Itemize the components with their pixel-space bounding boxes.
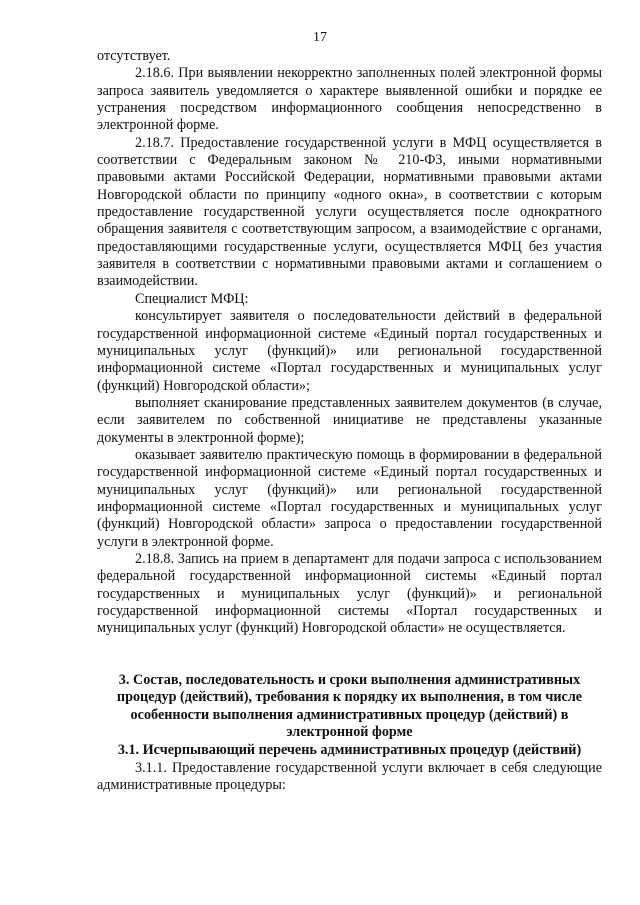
paragraph-2-18-8: 2.18.8. Запись на прием в департамент для подачи запроса с использованием федеральной государственной информационной системы «Единый портал государственных и муниципальных услуг (функций)» и региональной государственной информационной системы «Портал государственных и муниципальных услуг (функций) Новгородской области» не осуществляется. bbox=[97, 550, 602, 637]
page-number: 17 bbox=[313, 30, 327, 45]
paragraph-2-18-6: 2.18.6. При выявлении некорректно заполненных полей электронной формы запроса заявитель уведомляется о характере выявленной ошибки и порядке ее устранения посредством информационного сообщения непосредственно в электронной форме. bbox=[97, 65, 602, 134]
section-3-1-heading: 3.1. Исчерпывающий перечень административных процедур (действий) bbox=[117, 742, 582, 759]
document-body bbox=[97, 48, 602, 794]
paragraph-assistance: оказывает заявителю практическую помощь в формировании в федеральной государственной информационной системе «Единый портал государственных и муниципальных услуг (функций)» или региональной государственной информационной системе «Портал государственных и муниципальных услуг (функций) Новгородской области» запроса о предоставлении государственной услуги в электронной форме. bbox=[97, 446, 602, 550]
paragraph-2-18-7: 2.18.7. Предоставление государственной услуги в МФЦ осуществляется в соответствии с Федеральным законом № 210-ФЗ, иными нормативными правовыми актами Российской Федерации, нормативными правовыми актами Новгородской области по принципу «одного окна», в соответствии с которым предоставление государственной услуги осуществляется после однократного обращения заявителя с соответствующим запросом, а взаимодействие с органами, предоставляющими государственные услуги, осуществляется МФЦ без участия заявителя в соответствии с нормативными правовыми актами и соглашением о взаимодействии. bbox=[97, 134, 602, 290]
paragraph-3-1-1: 3.1.1. Предоставление государственной услуги включает в себя следующие административные процедуры: bbox=[97, 759, 602, 793]
paragraph-mfc-specialist: Специалист МФЦ: bbox=[135, 290, 249, 307]
paragraph-continuation: отсутствует. bbox=[97, 48, 171, 64]
paragraph-scanning: выполняет сканирование представленных заявителем документов (в случае, если заявителем по собственной инициативе не представлены указанные документы в электронной форме); bbox=[97, 394, 602, 446]
paragraph-consults: консультирует заявителя о последовательности действий в федеральной государственной информационной системе «Единый портал государственных и муниципальных услуг (функций)» или региональной государственной информационной системе «Портал государственных и муниципальных услуг (функций) Новгородской области»; bbox=[97, 308, 602, 394]
section-3-heading: 3. Состав, последовательность и сроки выполнения административных процедур (действий), требования к порядку их выполнения, в том числе особенности выполнения административных процедур (действий) в электронной форме bbox=[116, 671, 583, 741]
spacer bbox=[97, 638, 602, 672]
